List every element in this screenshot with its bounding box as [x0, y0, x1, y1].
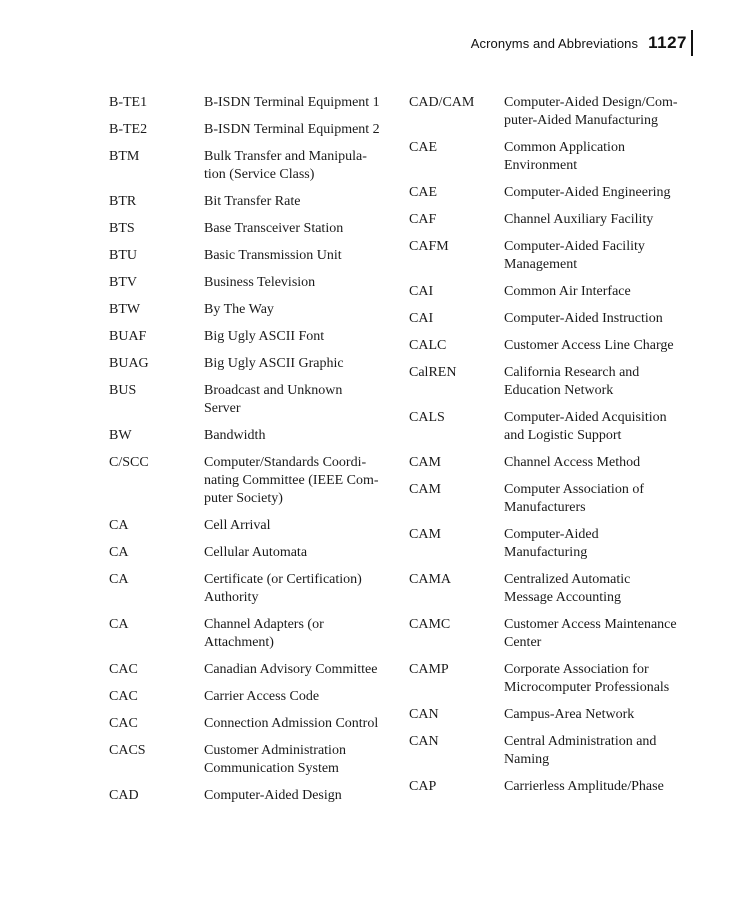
glossary-entry [109, 517, 399, 535]
acronym-term: CAD [109, 788, 139, 803]
running-head-title: Acronyms and Abbreviations [470, 35, 639, 51]
right-glossary-column [409, 94, 699, 805]
acronym-term: CAC [109, 689, 138, 704]
acronym-definition: Common Application Environment [504, 140, 625, 173]
acronym-definition: Computer-Aided Design [204, 788, 342, 803]
acronym-term: CalREN [409, 365, 457, 380]
acronym-definition: B-ISDN Terminal Equipment 2 [204, 122, 380, 137]
glossary-entry [409, 310, 699, 328]
acronym-term: CAP [409, 779, 437, 794]
acronym-definition: Channel Adapters (or Attachment) [204, 617, 324, 650]
acronym-definition: Broadcast and Unknown Server [204, 383, 343, 416]
glossary-entry [409, 211, 699, 229]
glossary-entry [109, 787, 399, 805]
acronym-term: CA [109, 518, 129, 533]
acronym-term: CAM [409, 455, 441, 470]
glossary-entry [109, 544, 399, 562]
glossary-entry [109, 715, 399, 733]
acronym-definition: Channel Access Method [504, 455, 641, 470]
glossary-entry [109, 382, 399, 418]
acronym-term: BTM [109, 149, 140, 164]
glossary-entry [409, 364, 699, 400]
acronym-definition: Carrierless Amplitude/Phase [504, 779, 664, 794]
acronym-definition: Computer-Aided Acquisition and Logistic Support [504, 410, 667, 443]
glossary-entry [409, 706, 699, 724]
acronym-term: BTW [109, 302, 141, 317]
acronym-definition: Basic Transmission Unit [204, 248, 342, 263]
acronym-term: CAI [409, 284, 434, 299]
glossary-entry [109, 328, 399, 346]
acronym-term: CAMC [409, 617, 451, 632]
acronym-term: CAN [409, 707, 439, 722]
glossary-entry [409, 661, 699, 697]
glossary-entry [409, 184, 699, 202]
acronym-definition: Campus-Area Network [504, 707, 635, 722]
glossary-entry [109, 274, 399, 292]
glossary-entry [109, 148, 399, 184]
acronym-term: C/SCC [109, 455, 149, 470]
acronym-term: CAI [409, 311, 434, 326]
glossary-entry [109, 301, 399, 319]
glossary-entry [109, 94, 399, 112]
acronym-term: CA [109, 572, 129, 587]
acronym-definition: Customer Administration Communication System [204, 743, 346, 776]
glossary-entry [109, 427, 399, 445]
acronym-definition: Bit Transfer Rate [204, 194, 301, 209]
acronym-term: BTS [109, 221, 135, 236]
glossary-entry [109, 355, 399, 373]
acronym-definition: Channel Auxiliary Facility [504, 212, 654, 227]
glossary-entry [409, 139, 699, 175]
glossary-entry [109, 688, 399, 706]
acronym-definition: Corporate Association for Microcomputer Professionals [504, 662, 670, 695]
glossary-entry [109, 247, 399, 265]
acronym-term: CAE [409, 140, 437, 155]
acronym-term: CAFM [409, 239, 449, 254]
acronym-term: BW [109, 428, 132, 443]
glossary-entry [109, 742, 399, 778]
acronym-term: CAE [409, 185, 437, 200]
acronym-term: CAN [409, 734, 439, 749]
acronym-term: CALC [409, 338, 447, 353]
acronym-definition: Computer-Aided Facility Management [504, 239, 645, 272]
acronym-definition: Computer Association of Manufacturers [504, 482, 644, 515]
acronym-term: BUAF [109, 329, 147, 344]
left-glossary-column [109, 94, 399, 814]
acronym-term: CA [109, 617, 129, 632]
page-header [471, 30, 693, 56]
acronym-definition: Centralized Automatic Message Accounting [504, 572, 631, 605]
glossary-entry [409, 526, 699, 562]
acronym-definition: California Research and Education Network [504, 365, 640, 398]
acronym-term: CAMA [409, 572, 452, 587]
acronym-definition: By The Way [204, 302, 274, 317]
glossary-entry [409, 454, 699, 472]
glossary-entry [409, 733, 699, 769]
acronym-definition: Certificate (or Certification) Authority [204, 572, 362, 605]
acronym-term: B-TE1 [109, 95, 148, 110]
glossary-entry [109, 220, 399, 238]
acronym-definition: Cellular Automata [204, 545, 308, 560]
acronym-definition: Bandwidth [204, 428, 266, 443]
acronym-definition: Base Transceiver Station [204, 221, 344, 236]
glossary-entry [409, 616, 699, 652]
acronym-term: BTR [109, 194, 137, 209]
glossary-entry [109, 121, 399, 139]
glossary-entry [409, 409, 699, 445]
acronym-definition: Bulk Transfer and Manipula- tion (Service Class) [204, 149, 367, 182]
acronym-definition: Computer-Aided Instruction [504, 311, 663, 326]
glossary-entry [409, 238, 699, 274]
glossary-entry [109, 193, 399, 211]
acronym-definition: Central Administration and Naming [504, 734, 657, 767]
acronym-definition: Big Ugly ASCII Font [204, 329, 325, 344]
acronym-term: CALS [409, 410, 445, 425]
acronym-definition: Computer/Standards Coordi- nating Committee (IEEE Com- puter Society) [204, 455, 379, 506]
acronym-definition: Customer Access Line Charge [504, 338, 674, 353]
acronym-term: B-TE2 [109, 122, 148, 137]
acronym-term: BUS [109, 383, 137, 398]
acronym-definition: B-ISDN Terminal Equipment 1 [204, 95, 380, 110]
glossary-entry [409, 778, 699, 796]
glossary-entry [409, 283, 699, 301]
acronym-definition: Carrier Access Code [204, 689, 320, 704]
glossary-entry [109, 454, 399, 508]
acronym-term: CAMP [409, 662, 449, 677]
acronym-term: CAC [109, 716, 138, 731]
acronym-definition: Computer-Aided Design/Com- puter-Aided Manufacturing [504, 95, 678, 128]
acronym-definition: Business Television [204, 275, 316, 290]
acronym-definition: Canadian Advisory Committee [204, 662, 378, 677]
glossary-entry [409, 481, 699, 517]
page-number: 1127 [648, 30, 693, 56]
acronym-definition: Connection Admission Control [204, 716, 379, 731]
acronym-definition: Customer Access Maintenance Center [504, 617, 677, 650]
acronym-definition: Cell Arrival [204, 518, 271, 533]
acronym-definition: Computer-Aided Engineering [504, 185, 671, 200]
acronym-term: CAC [109, 662, 138, 677]
acronym-term: CAM [409, 482, 441, 497]
acronym-term: BUAG [109, 356, 149, 371]
acronym-term: CAD/CAM [409, 95, 475, 110]
acronym-definition: Common Air Interface [504, 284, 631, 299]
acronym-term: CAF [409, 212, 437, 227]
acronym-definition: Computer-Aided Manufacturing [504, 527, 599, 560]
glossary-entry [409, 337, 699, 355]
glossary-entry [409, 571, 699, 607]
acronym-definition: Big Ugly ASCII Graphic [204, 356, 344, 371]
glossary-entry [409, 94, 699, 130]
acronym-term: CA [109, 545, 129, 560]
acronym-term: CACS [109, 743, 146, 758]
glossary-entry [109, 571, 399, 607]
acronym-term: BTU [109, 248, 137, 263]
acronym-term: CAM [409, 527, 441, 542]
glossary-entry [109, 661, 399, 679]
glossary-entry [109, 616, 399, 652]
acronym-term: BTV [109, 275, 137, 290]
